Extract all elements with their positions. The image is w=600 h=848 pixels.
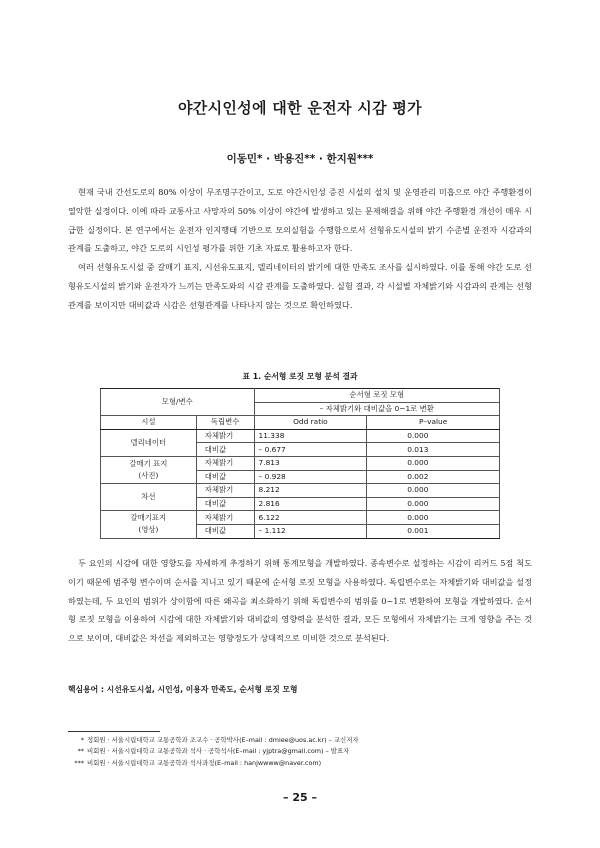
paper-title: 야간시인성에 대한 운전자 시감 평가: [178, 99, 422, 117]
facility-lane: 차선: [101, 484, 197, 511]
footnote-mark: **: [77, 747, 84, 756]
odd-ratio-cell: 7.813: [254, 456, 367, 470]
page-number: – 25 –: [283, 791, 317, 804]
footnotes: [68, 735, 532, 769]
header-odd-ratio: Odd ratio: [254, 416, 367, 430]
facility-chevron-photo: [101, 456, 197, 483]
results-table: [100, 388, 500, 539]
header-facility: 시설: [101, 416, 197, 430]
p-value-cell: 0.000: [367, 456, 500, 470]
abstract-paragraph: 여러 선형유도시설 중 갈매기 표지, 시선유도표지, 델리네이터의 밝기에 대한 만족도 조사를 실시하였다. 이를 통해 야간 도로 선형유도시설의 밝기와 운전자가 느끼는 만족도와의 시감 관계를 도출하였다. 실험 결과, 각 시설별 자체밝기와 시감과의 관계는 선형관계를 보이지만 대비값과 시감은 선형관계를 나타나지 않는 것으로 확인하였다.: [68, 262, 532, 310]
p-value-cell: 0.000: [367, 497, 500, 511]
variable-cell: 자체밝기: [196, 484, 254, 498]
header-independent-variable: 독립변수: [196, 416, 254, 430]
abstract-paragraph: 현재 국내 간선도로의 80% 이상이 무조명구간이고, 도로 야간시인성 증진 시설의 설치 및 운영관리 미흡으로 야간 주행환경이 열악한 실정이다. 이에 따라 교통사고 사망자의 50% 이상이 야간에 발생하고 있는 문제해결을 위해 야간 주행환경 개선이 매우 시급한 실정이다. 본 연구에서는 운전자 인지행태 기반으로 모의실험을 수행함으로서 선형유도시설의 밝기 수준별 운전자 시감과의 관계를 도출하고, 야간 도로의 시인성 평가를 위한 기초 자료로 활용하고자 한다.: [68, 187, 532, 254]
results-section: [68, 554, 532, 648]
odd-ratio-cell: – 0.928: [254, 470, 367, 484]
odd-ratio-cell: – 0.677: [254, 443, 367, 457]
footnote-divider: [68, 731, 160, 732]
variable-cell: 대비값: [196, 497, 254, 511]
footnote-text: 비회원 · 서울시립대학교 교통공학과 석사 · 공학석사(E–mail : yjptra@gmail.com) – 발표자: [87, 747, 350, 756]
author-list: 이동민* · 박용진** · 한지원***: [226, 153, 374, 165]
variable-cell: 대비값: [196, 470, 254, 484]
p-value-cell: 0.000: [367, 511, 500, 525]
facility-name-sub: (사진): [138, 471, 159, 481]
header-p-value: P–value: [367, 416, 500, 430]
variable-cell: 자체밝기: [196, 511, 254, 525]
facility-name: 갈매기표지: [130, 513, 167, 523]
p-value-cell: 0.000: [367, 429, 500, 443]
p-value-cell: 0.001: [367, 524, 500, 538]
p-value-cell: 0.013: [367, 443, 500, 457]
facility-delineator: 델리네이터: [101, 429, 197, 456]
keywords: 핵심용어 : 시선유도시설, 시인성, 이용자 만족도, 순서형 로짓 모형: [68, 685, 298, 694]
variable-cell: 자체밝기: [196, 429, 254, 443]
footnote-mark: ***: [74, 758, 84, 767]
footnote-text: 정회원 · 서울시립대학교 교통공학과 조교수 · 공학박사(E–mail : dmlee@uos.ac.kr) – 교신저자: [87, 736, 359, 744]
facility-name: 갈매기 표지: [129, 459, 168, 469]
table-caption: 표 1. 순서형 로짓 모형 분석 결과: [242, 372, 358, 381]
footnote: [68, 758, 532, 769]
p-value-cell: 0.000: [367, 484, 500, 498]
p-value-cell: 0.002: [367, 470, 500, 484]
variable-cell: 대비값: [196, 524, 254, 538]
odd-ratio-cell: 8.212: [254, 484, 367, 498]
facility-name-sub: (영상): [138, 525, 159, 535]
footnote: [68, 735, 532, 746]
results-paragraph: 두 요인의 시감에 대한 영향도를 자세하게 추정하기 위해 통계모형을 개발하였다. 종속변수로 설정하는 시감이 리커드 5점 척도이기 때문에 범주형 변수이며 순서를 지니고 있기 때문에 순서형 로짓 모형을 사용하였다. 독립변수로는 자체밝기와 대비값을 설정하였는데, 두 요인의 범위가 상이함에 따른 왜곡을 최소화하기 위해 독립변수의 범위를 0~1로 변환하여 모형을 개발하였다. 순서형 로짓 모형을 이용하여 시감에 대한 자체밝기와 대비값의 영향력을 분석한 결과, 모든 모형에서 자체밝기는 크게 영향을 주는 것으로 보이며, 대비값은 차선을 제외하고는 영향정도가 상대적으로 미비한 것으로 분석된다.: [68, 558, 532, 644]
odd-ratio-cell: 6.122: [254, 511, 367, 525]
footnote: [68, 746, 532, 757]
variable-cell: 대비값: [196, 443, 254, 457]
odd-ratio-cell: 11.338: [254, 429, 367, 443]
variable-cell: 자체밝기: [196, 456, 254, 470]
abstract: [68, 183, 532, 315]
footnote-text: 비회원 · 서울시립대학교 교통공학과 석사과정(E–mail : hanjwwww@naver.com): [87, 758, 322, 767]
odd-ratio-cell: – 1.112: [254, 524, 367, 538]
header-model-variable: 모형/변수: [101, 389, 255, 416]
header-model-name: 순서형 로짓 모형: [254, 389, 499, 403]
header-model-note: – 자체밝기와 대비값을 0~1로 변환: [254, 402, 499, 416]
facility-chevron-video: [101, 511, 197, 538]
odd-ratio-cell: 2.816: [254, 497, 367, 511]
footnote-mark: *: [80, 736, 84, 744]
